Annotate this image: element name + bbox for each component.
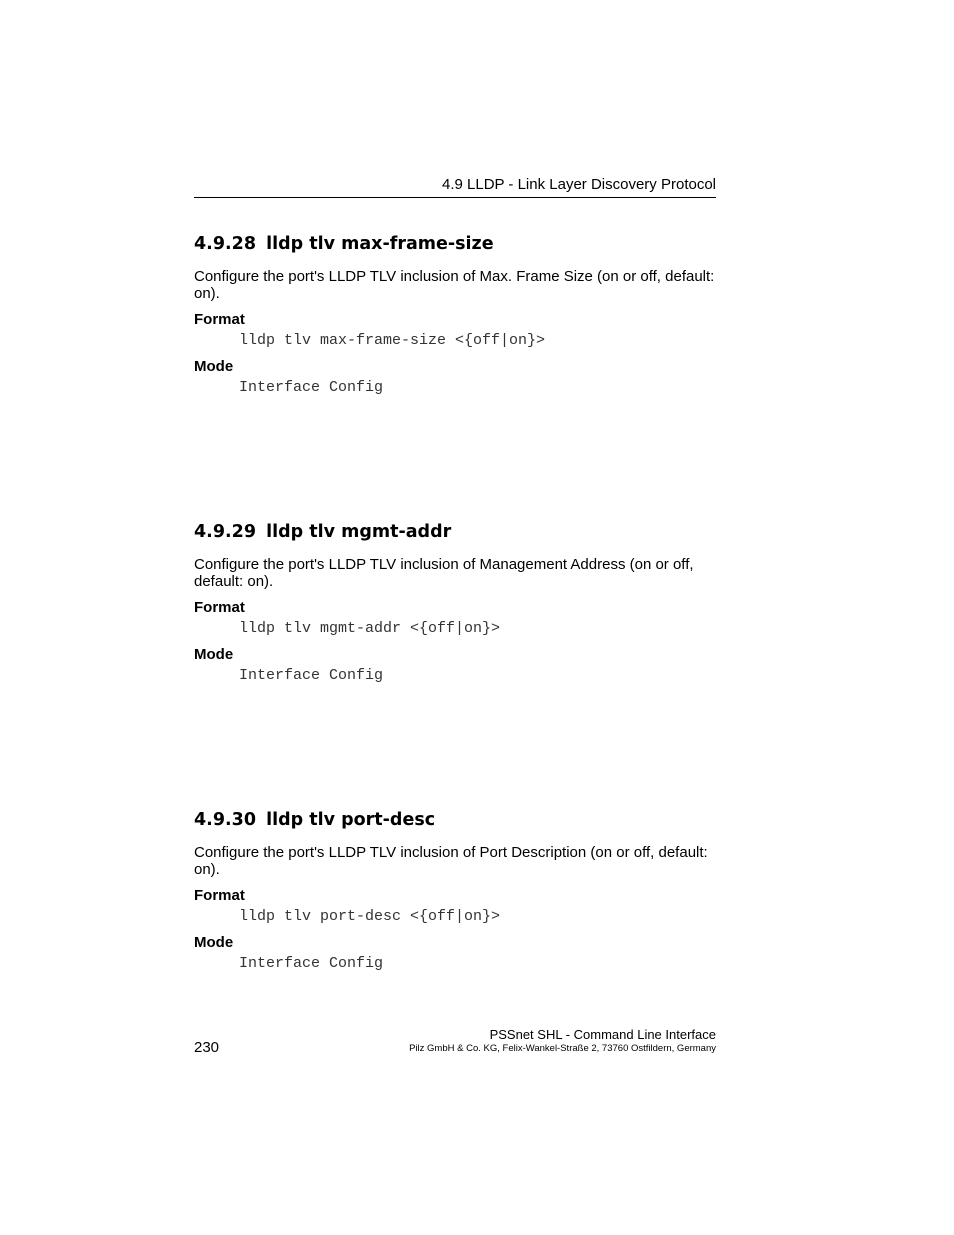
section-description: Configure the port's LLDP TLV inclusion of Port Description (on or off, default: on). <box>194 844 708 878</box>
section-mgmt-addr <box>194 521 724 684</box>
mode-value: Interface Config <box>239 667 384 684</box>
footer-company-address: Pilz GmbH & Co. KG, Felix-Wankel-Straße 2, 73760 Ostfildern, Germany <box>409 1043 716 1054</box>
section-heading <box>194 809 724 831</box>
mode-value: Interface Config <box>239 379 384 396</box>
section-number: 4.9.30 <box>194 810 257 830</box>
section-number: 4.9.28 <box>194 234 257 254</box>
mode-label: Mode <box>194 646 234 663</box>
section-heading <box>194 233 724 255</box>
format-label: Format <box>194 599 245 616</box>
mode-value: Interface Config <box>239 955 384 972</box>
section-heading <box>194 521 724 543</box>
page-number: 230 <box>194 1039 220 1056</box>
format-syntax: lldp tlv mgmt-addr <{off|on}> <box>239 620 501 637</box>
section-description: Configure the port's LLDP TLV inclusion of Max. Frame Size (on or off, default: on). <box>194 268 715 302</box>
mode-label: Mode <box>194 934 234 951</box>
section-title: lldp tlv port-desc <box>266 810 436 830</box>
format-label: Format <box>194 887 245 904</box>
section-description: Configure the port's LLDP TLV inclusion of Management Address (on or off, default: on). <box>194 556 694 590</box>
section-number: 4.9.29 <box>194 522 257 542</box>
mode-label: Mode <box>194 358 234 375</box>
running-header-text: 4.9 LLDP - Link Layer Discovery Protocol <box>441 176 716 193</box>
section-title: lldp tlv mgmt-addr <box>266 522 452 542</box>
page-footer <box>194 1027 716 1067</box>
format-syntax: lldp tlv max-frame-size <{off|on}> <box>239 332 546 349</box>
section-port-desc <box>194 809 724 972</box>
running-header <box>194 176 716 198</box>
section-max-frame-size <box>194 233 724 396</box>
format-syntax: lldp tlv port-desc <{off|on}> <box>239 908 501 925</box>
section-title: lldp tlv max-frame-size <box>266 234 494 254</box>
footer-document-title: PSSnet SHL - Command Line Interface <box>489 1027 716 1042</box>
format-label: Format <box>194 311 245 328</box>
